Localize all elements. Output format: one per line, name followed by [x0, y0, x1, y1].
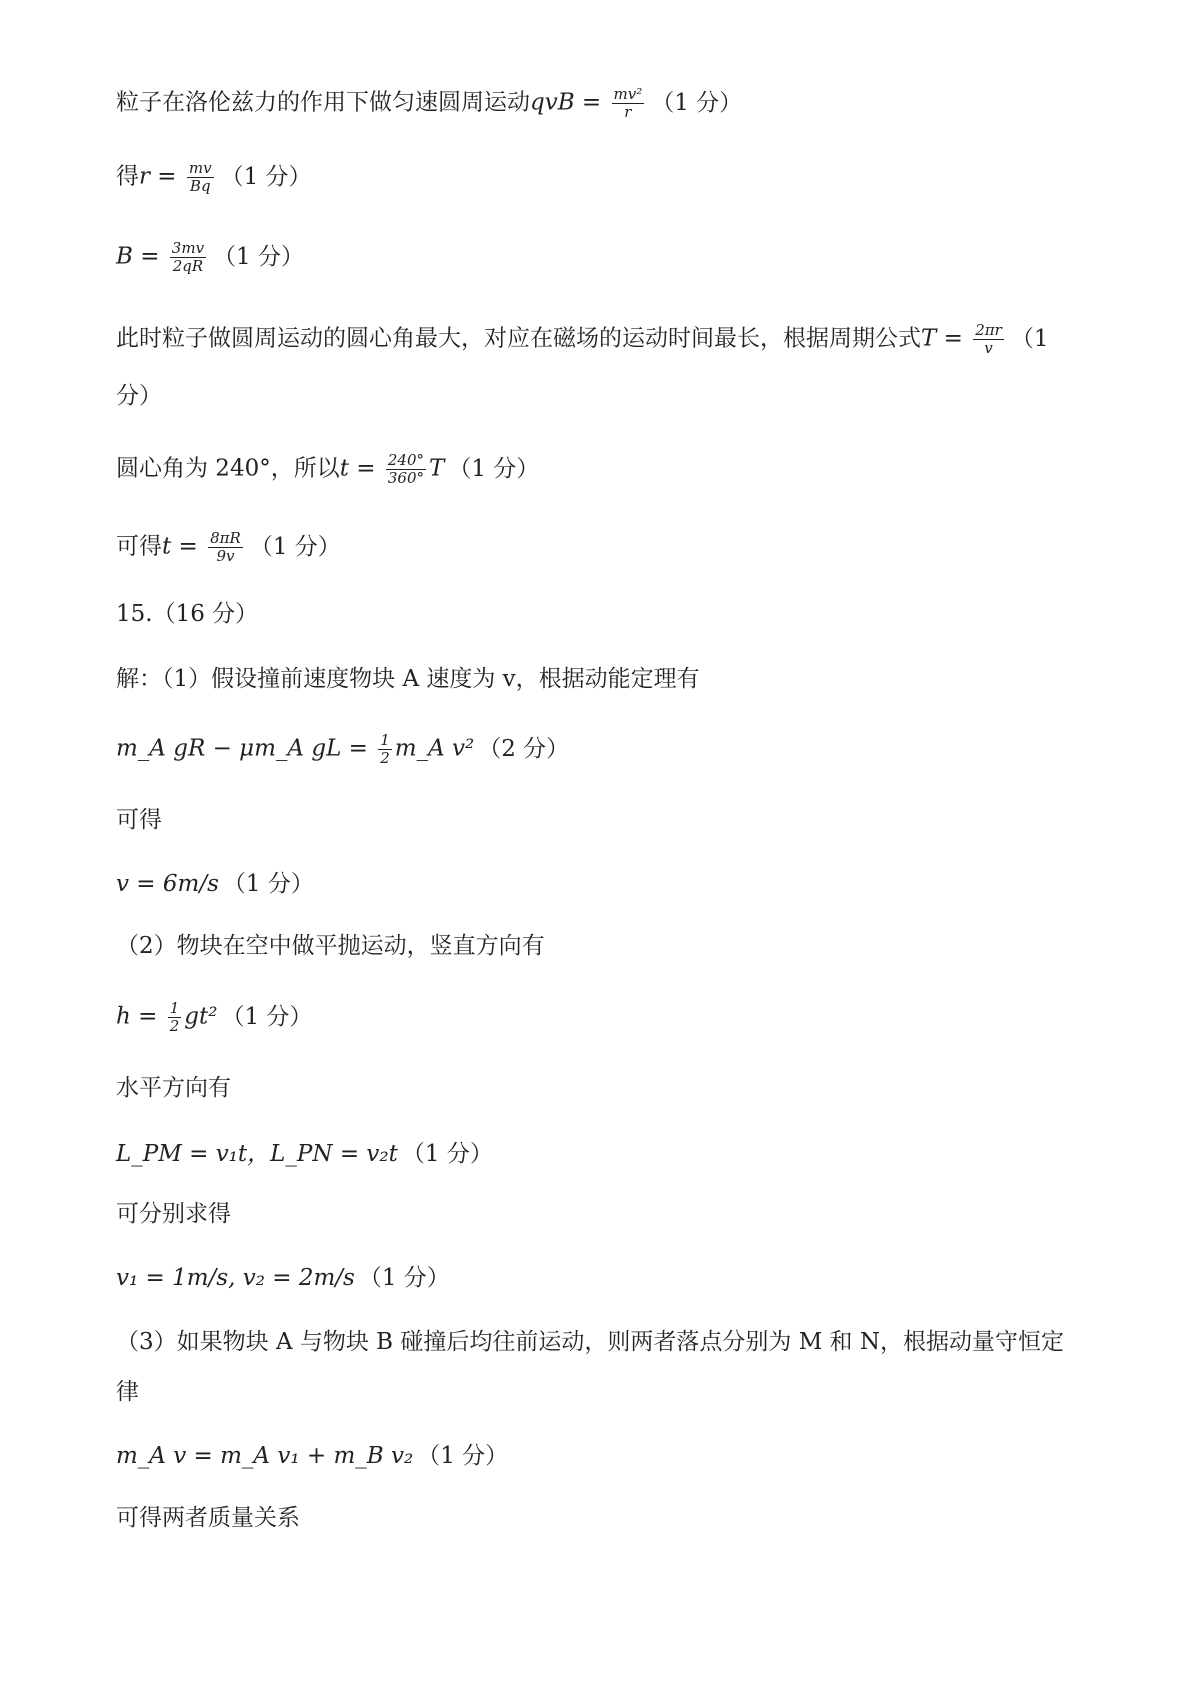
text: （3）如果物块 A 与物块 B 碰撞后均往前运动，则两者落点分别为 M 和 N，根据动量守恒定 [116, 1329, 1064, 1355]
text: 律 [116, 1379, 139, 1405]
denominator: 360° [387, 469, 424, 487]
equation-lhs: B = [116, 243, 167, 270]
text: 解：（1）假设撞前速度物块 A 速度为 v，根据动能定理有 [116, 666, 700, 692]
score: （1 [1010, 325, 1049, 352]
fraction [386, 452, 426, 487]
equation: m_A v = m_A v₁ + m_B v₂ [116, 1443, 414, 1469]
score: （1 分） [358, 1265, 450, 1291]
text: 粒子在洛伦兹力的作用下做匀速圆周运动 [116, 89, 530, 116]
line-radius [116, 160, 312, 195]
numerator: 1 [169, 999, 180, 1017]
equation: v₁ = 1m/s, v₂ = 2m/s [116, 1265, 355, 1291]
fraction [170, 240, 206, 275]
score: （1 分） [221, 1003, 313, 1030]
equation-lhs: qvB = [530, 89, 609, 116]
text: 可得两者质量关系 [116, 1505, 300, 1531]
text: 可分别求得 [116, 1201, 231, 1227]
line-part-2 [116, 930, 545, 962]
equation-rhs: T [429, 455, 445, 482]
equation-lhs: T = [921, 325, 971, 352]
numerator: 1 [380, 731, 390, 749]
numerator: 240° [387, 451, 424, 469]
numerator: mv² [613, 85, 643, 103]
score: （1 分） [448, 455, 540, 482]
equation-lhs: t = [339, 455, 383, 482]
text: 可得 [116, 533, 162, 560]
line-energy-theorem [116, 732, 569, 767]
line-horizontal-eq [116, 1138, 493, 1170]
numerator: mv [188, 159, 212, 177]
line-magnetic-field [116, 240, 304, 275]
text: 15.（16 分） [116, 601, 259, 627]
line-therefore [116, 804, 162, 836]
equation: L_PM = v₁t，L_PN = v₂t [116, 1141, 398, 1167]
text: 可得 [116, 807, 162, 833]
line-period-score [116, 380, 162, 412]
denominator: Bq [189, 177, 211, 195]
text: 圆心角为 240°，所以 [116, 455, 340, 482]
line-central-angle [116, 452, 539, 487]
equation-lhs: h = [116, 1003, 165, 1030]
line-period [116, 322, 1048, 357]
text: 分） [116, 383, 162, 409]
line-mass-relation [116, 1502, 300, 1534]
text: 得 [116, 163, 139, 190]
fraction [973, 322, 1004, 357]
score: （1 分） [220, 163, 312, 190]
text: （2）物块在空中做平抛运动，竖直方向有 [116, 933, 545, 959]
numerator: 2πr [975, 321, 1002, 339]
line-solution-intro [116, 663, 700, 695]
fraction [208, 530, 243, 565]
line-time-result [116, 530, 341, 565]
score: （1 分） [213, 243, 304, 270]
score: （1 分） [651, 89, 743, 116]
denominator: 2 [380, 749, 390, 767]
score: （1 分） [401, 1141, 493, 1167]
line-vertical-eq [116, 1000, 312, 1035]
numerator: 3mv [171, 239, 205, 257]
line-lorentz-force [116, 86, 742, 121]
equation: v = 6m/s [116, 871, 219, 897]
equation-lhs: m_A gR − μm_A gL = [116, 735, 376, 762]
fraction [168, 1000, 182, 1035]
question-header [116, 598, 258, 630]
text: 水平方向有 [116, 1075, 231, 1101]
score: （2 分） [478, 735, 570, 762]
line-momentum-eq [116, 1440, 508, 1472]
score: （1 分） [417, 1443, 509, 1469]
equation-rhs: gt² [184, 1003, 218, 1030]
denominator: 2 [169, 1017, 180, 1035]
fraction [187, 160, 214, 195]
line-v1-v2 [116, 1262, 450, 1294]
score: （1 分） [222, 871, 314, 897]
equation-lhs: r = [139, 163, 184, 190]
denominator: 2qR [172, 257, 204, 275]
denominator: r [624, 103, 632, 121]
line-solve [116, 1198, 231, 1230]
text: 此时粒子做圆周运动的圆心角最大，对应在磁场的运动时间最长，根据周期公式 [116, 325, 921, 352]
equation-rhs: m_A v² [394, 735, 475, 762]
equation-lhs: t = [162, 533, 206, 560]
line-velocity-result [116, 868, 314, 900]
line-law [116, 1376, 139, 1408]
numerator: 8πR [210, 529, 241, 547]
line-horizontal [116, 1072, 231, 1104]
score: （1 分） [249, 533, 341, 560]
fraction [612, 86, 645, 121]
denominator: 9v [216, 547, 235, 565]
line-part-3 [116, 1326, 1064, 1358]
denominator: v [984, 339, 993, 357]
fraction [378, 732, 392, 767]
